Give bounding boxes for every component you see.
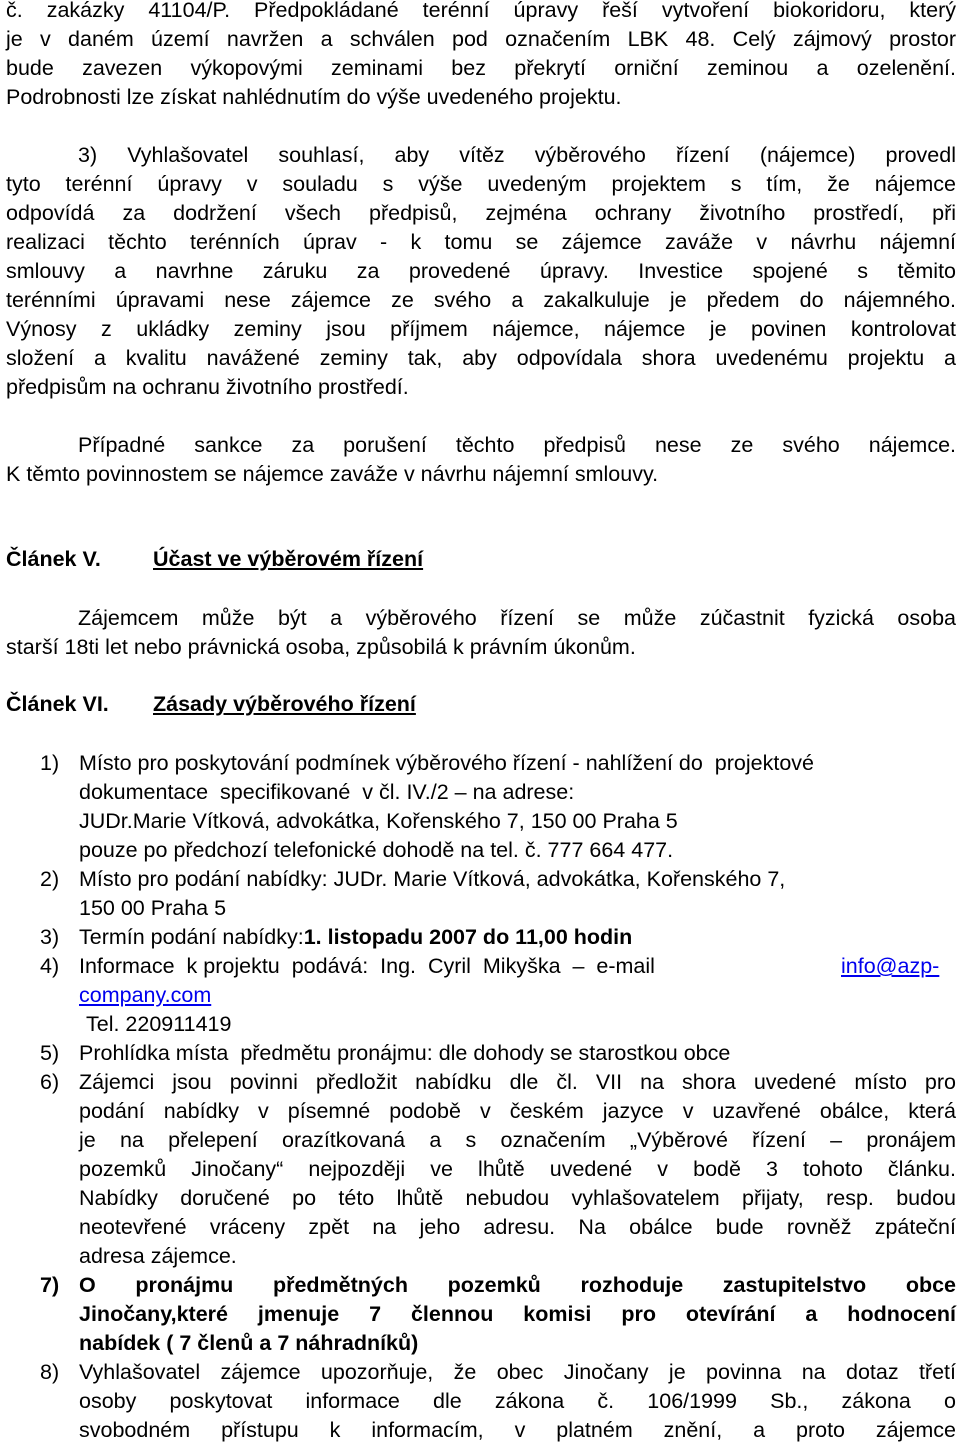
article-5-number: Článek V. [6,547,101,571]
item-6-line: Nabídky doručené po této lhůtě nebudou vyhlašovatelem přijaty, resp. budou [79,1186,956,1210]
item-2-line: Místo pro podání nabídky: JUDr. Marie Vítková, advokátka, Kořenského 7, [79,867,786,891]
email-link-continued[interactable]: company.com [79,983,212,1007]
para3-line: realizaci těchto terénních úprav - k tomu se zájemce zaváže v návrhu nájemní [6,230,956,254]
item-number: 2) [40,867,60,891]
phone-number: Tel. 220911419 [86,1012,232,1036]
article-5-line: Zájemcem může být a výběrového řízení se může zúčastnit fyzická osoba [78,606,956,630]
item-number: 6) [40,1070,60,1094]
item-6-line: pozemků Jinočany“ nejpozději ve lhůtě uvedené v bodě 3 tohoto článku. [79,1157,956,1181]
item-7-line: nabídek ( 7 členů a 7 náhradníků) [79,1331,419,1355]
item-8-line: osoby poskytovat informace dle zákona č. 106/1999 Sb., zákona o [79,1389,956,1413]
email-link[interactable]: info@azp- [841,954,940,978]
item-1-line: pouze po předchozí telefonické dohodě na tel. č. 777 664 477. [79,838,674,862]
item-6-line: neotevřené vráceny zpět na jeho adresu. Na obálce bude rovněž zpáteční [79,1215,956,1239]
sanctions-line: K těmto povinnostem se nájemce zaváže v návrhu nájemní smlouvy. [6,462,659,486]
item-number: 3) [40,925,60,949]
item-8-line: Vyhlašovatel zájemce upozorňuje, že obec Jinočany je povinna na dotaz třetí [79,1360,956,1384]
item-6-line: adresa zájemce. [79,1244,237,1268]
item-6-line: je na přelepení orazítkovaná a s označením „Výběrové řízení – pronájem [79,1128,956,1152]
item-1-line: Místo pro poskytování podmínek výběrového řízení - nahlížení do projektové [79,751,814,775]
intro-line: bude zavezen výkopovými zeminami bez překrytí orniční zeminou a ozelenění. [6,56,956,80]
para3-line: Výnosy z ukládky zeminy jsou příjmem nájemce, nájemce je povinen kontrolovat [6,317,956,341]
article-5-title: Účast ve výběrovém řízení [153,547,424,571]
para3-line: 3) Vyhlašovatel souhlasí, aby vítěz výběrového řízení (nájemce) provedl [78,143,956,167]
article-6-title: Zásady výběrového řízení [153,692,416,716]
item-8-line: svobodném přístupu k informacím, v platném znění, a proto zájemce [79,1418,956,1442]
article-6-number: Článek VI. [6,692,109,716]
item-3-text [79,923,632,952]
para3-line: složení a kvalitu navážené zeminy tak, aby odpovídala shora uvedenému projektu a [6,346,956,370]
para3-line: předpisům na ochranu životního prostředí. [6,375,409,399]
item-7-line: Jinočany,které jmenuje 7 člennou komisi pro otevírání a hodnocení [79,1302,956,1326]
deadline-value: 1. listopadu 2007 do 11,00 hodin [303,925,633,949]
item-number: 8) [40,1360,60,1384]
item-number: 1) [40,751,60,775]
item-number: 5) [40,1041,60,1065]
item-1-line: dokumentace specifikované v čl. IV./2 – na adrese: [79,780,575,804]
intro-line: je v daném území navržen a schválen pod označením LBK 48. Celý zájmový prostor [6,27,956,51]
para3-line: terénními úpravami nese zájemce ze svého a zakalkuluje je předem do nájemného. [6,288,956,312]
article-5-line: starší 18ti let nebo právnická osoba, způsobilá k právním úkonům. [6,635,636,659]
item-7-line: O pronájmu předmětných pozemků rozhoduje zastupitelstvo obce [79,1273,956,1297]
para3-line: tyto terénní úpravy v souladu s výše uvedeným projektem s tím, že nájemce [6,172,956,196]
intro-line: Podrobnosti lze získat nahlédnutím do výše uvedeného projektu. [6,85,622,109]
item-6-line: Zájemci jsou povinni předložit nabídku dle čl. VII na shora uvedené místo pro [79,1070,956,1094]
item-number: 4) [40,954,60,978]
item-number: 7) [40,1273,60,1297]
deadline-label: Termín podání nabídky: [79,925,304,949]
item-5-line: Prohlídka místa předmětu pronájmu: dle dohody se starostkou obce [79,1041,731,1065]
intro-line: č. zakázky 41104/P. Předpokládané terénní úpravy řeší vytvoření biokoridoru, který [6,0,956,22]
para3-line: smlouvy a navrhne záruku za provedené úpravy. Investice spojené s těmito [6,259,956,283]
para3-line: odpovídá za dodržení všech předpisů, zejména ochrany životního prostředí, při [6,201,956,225]
item-2-line: 150 00 Praha 5 [79,896,227,920]
item-1-line: JUDr.Marie Vítková, advokátka, Kořenského 7, 150 00 Praha 5 [79,809,678,833]
sanctions-line: Případné sankce za porušení těchto předpisů nese ze svého nájemce. [78,433,956,457]
item-6-line: podání nabídky v písemné podobě v českém jazyce v uzavřené obálce, která [79,1099,956,1123]
item-4-text: Informace k projektu podává: Ing. Cyril Mikyška – e-mail [79,954,655,978]
